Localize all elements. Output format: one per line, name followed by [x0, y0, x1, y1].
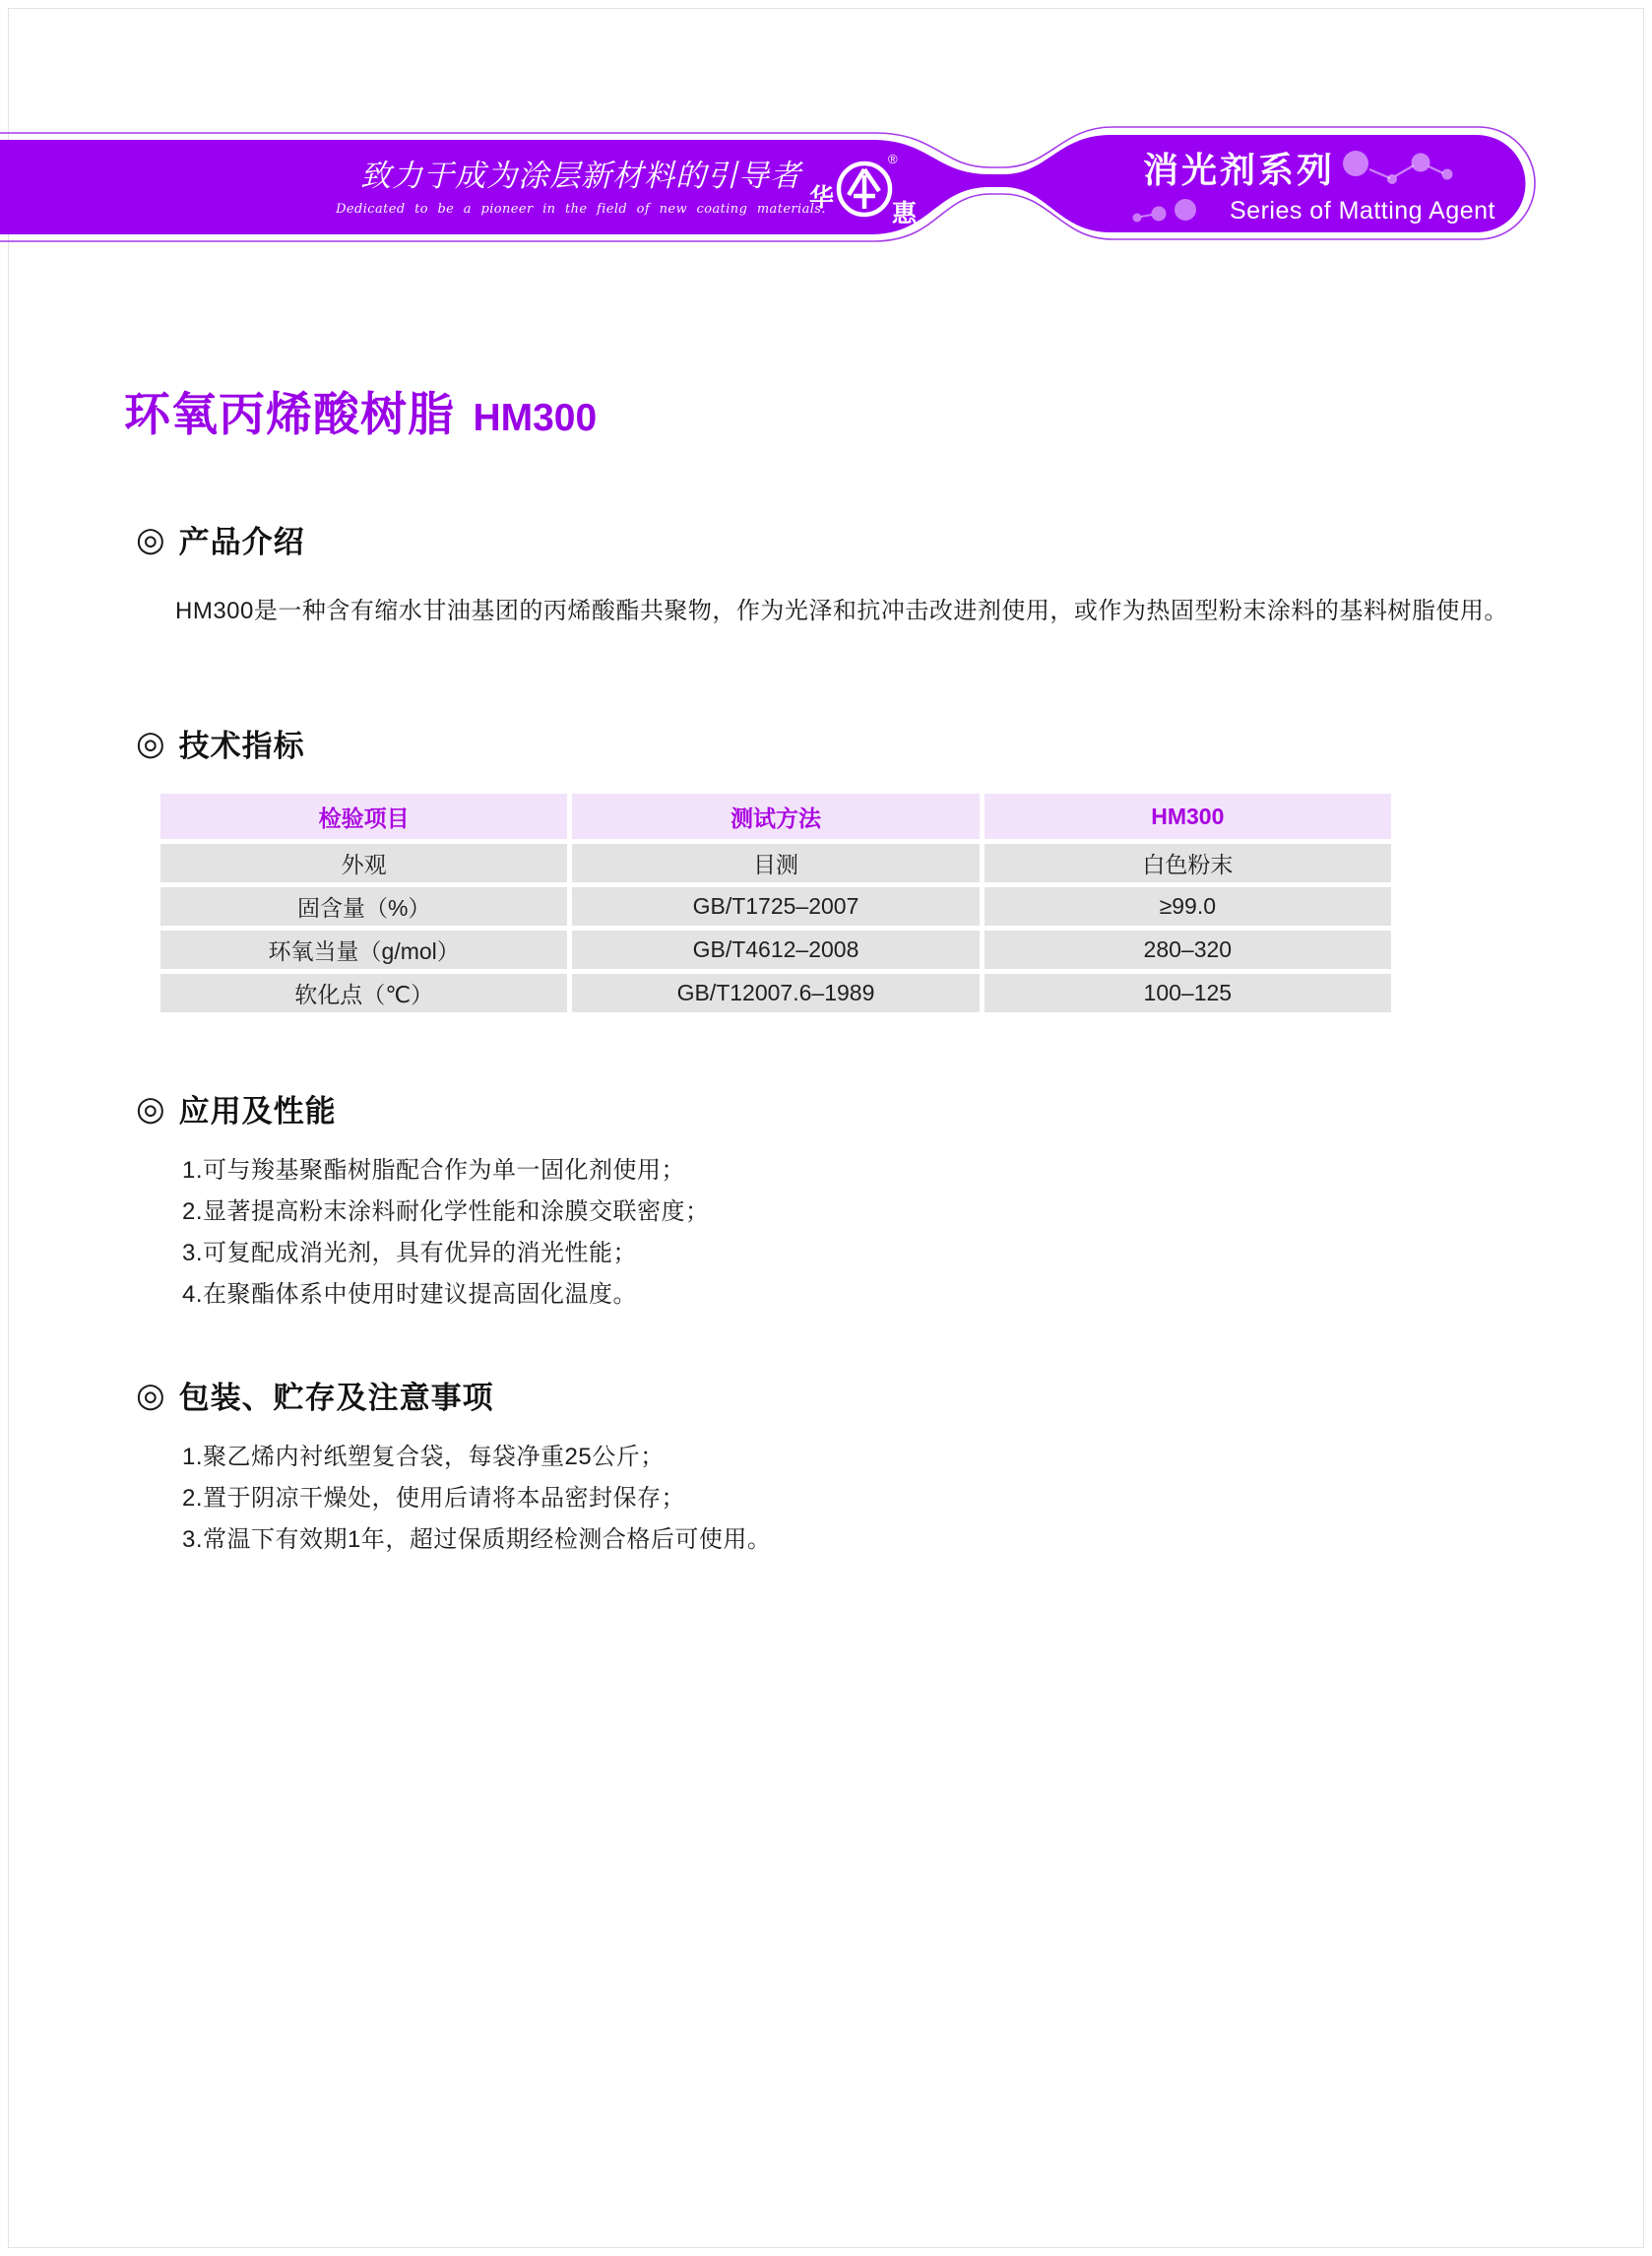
product-model: HM300 — [473, 397, 598, 439]
spec-table-header-row — [160, 794, 1391, 839]
list-item: 1.聚乙烯内衬纸塑复合袋，每袋净重25公斤； — [182, 1444, 665, 1470]
list-item: 3.常温下有效期1年，超过保质期经检测合格后可使用。 — [182, 1526, 772, 1553]
product-name: 环氧丙烯酸树脂 — [124, 388, 455, 440]
cell-item: 环氧当量（g/mol） — [160, 931, 567, 969]
series-title-en: Series of Matting Agent — [1230, 196, 1495, 225]
col-header-model: HM300 — [985, 794, 1391, 839]
list-item: 2.置于阴凉干燥处，使用后请将本品密封保存； — [182, 1485, 686, 1512]
cell-item: 固含量（%） — [160, 887, 567, 926]
molecule-dots-icon — [1343, 146, 1481, 191]
list-item: 4.在聚酯体系中使用时建议提高固化温度。 — [182, 1281, 638, 1308]
table-row — [160, 844, 1391, 882]
section-bullet-icon: ◎ — [136, 1089, 165, 1128]
cell-method: GB/T12007.6–1989 — [572, 974, 979, 1012]
tagline-chinese: 致力于成为涂层新材料的引导者 — [360, 159, 801, 194]
registered-trademark-icon: ® — [888, 152, 898, 166]
col-header-test-method: 测试方法 — [572, 794, 979, 839]
series-pill — [1098, 138, 1526, 236]
section-title: 应用及性能 — [178, 1094, 337, 1128]
cell-method: 目测 — [572, 844, 979, 882]
product-intro-paragraph: HM300是一种含有缩水甘油基团的丙烯酸酯共聚物，作为光泽和抗冲击改进剂使用，或作为热固型粉末涂料的基料树脂使用。 — [175, 598, 1508, 624]
section-heading-tech-specs — [136, 721, 1593, 765]
section-heading-packaging — [136, 1373, 1593, 1417]
section-bullet-icon: ◎ — [136, 520, 165, 558]
section-title: 技术指标 — [178, 729, 305, 763]
cell-value: 280–320 — [985, 931, 1391, 969]
logo-char-right: 惠 — [892, 200, 918, 227]
cell-value: 白色粉末 — [985, 844, 1391, 882]
logo-emblem-icon — [839, 163, 890, 215]
page-content — [0, 378, 1652, 1561]
section-bullet-icon: ◎ — [136, 1376, 165, 1414]
table-row — [160, 974, 1391, 1012]
cell-method: GB/T4612–2008 — [572, 931, 979, 969]
cell-item: 软化点（℃） — [160, 974, 567, 1012]
section-bullet-icon: ◎ — [136, 724, 165, 762]
section-title: 产品介绍 — [178, 525, 305, 559]
series-title-cn: 消光剂系列 — [1142, 150, 1335, 190]
page-title — [124, 378, 1593, 444]
section-heading-application — [136, 1086, 1593, 1130]
table-row — [160, 931, 1391, 969]
application-list — [182, 1150, 1593, 1316]
company-logo — [807, 144, 921, 234]
packaging-list — [182, 1437, 1593, 1561]
cell-value: 100–125 — [985, 974, 1391, 1012]
list-item: 1.可与羧基聚酯树脂配合作为单一固化剂使用； — [182, 1157, 686, 1184]
spec-table — [156, 789, 1396, 1017]
cell-item: 外观 — [160, 844, 567, 882]
series-line-cn — [1143, 143, 1481, 193]
cell-method: GB/T1725–2007 — [572, 887, 979, 926]
col-header-test-item: 检验项目 — [160, 794, 567, 839]
company-tagline — [325, 151, 837, 217]
section-heading-product-intro — [136, 517, 1593, 561]
section-title: 包装、贮存及注意事项 — [178, 1381, 494, 1415]
table-row — [160, 887, 1391, 926]
logo-char-left: 华 — [809, 184, 835, 212]
list-item: 2.显著提高粉末涂料耐化学性能和涂膜交联密度； — [182, 1198, 710, 1225]
series-line-en — [1128, 193, 1495, 228]
tagline-english: Dedicated to be a pioneer in the field of new coating materials. — [336, 202, 826, 217]
molecule-dots-small-icon — [1128, 193, 1222, 228]
list-item: 3.可复配成消光剂，具有优异的消光性能； — [182, 1240, 638, 1266]
cell-value: ≥99.0 — [985, 887, 1391, 926]
